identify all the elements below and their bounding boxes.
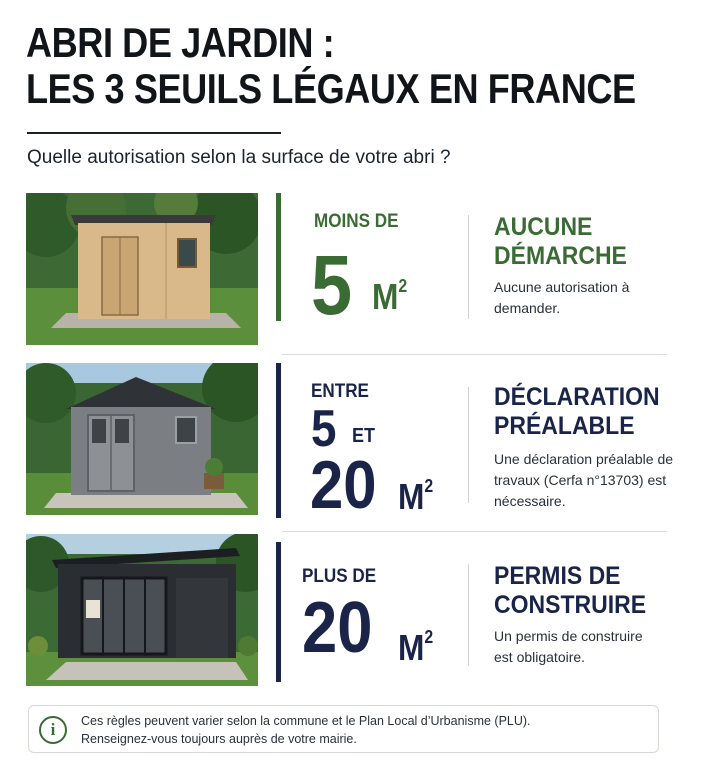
tier-number-to: 20 <box>310 447 377 523</box>
tier-row-medium <box>26 363 674 523</box>
tier-heading-line-1: AUCUNE <box>494 213 593 241</box>
tier-accent-bar <box>276 542 281 682</box>
tier-heading-line-2: CONSTRUIRE <box>494 591 647 619</box>
tier-unit <box>398 476 434 517</box>
tier-heading-line-2: PRÉALABLE <box>494 412 635 440</box>
page-title <box>26 20 636 112</box>
title-line-1: ABRI DE JARDIN : <box>26 19 335 66</box>
tier-number: 5 <box>311 238 353 332</box>
tier-heading <box>494 213 627 271</box>
tier-qualifier: PLUS DE <box>302 566 377 587</box>
tier-separator <box>468 387 469 503</box>
tier-heading <box>494 562 646 620</box>
tier-number-from: 5 <box>311 400 337 458</box>
tier-row-large <box>26 534 667 686</box>
tier-qualifier: ENTRE <box>311 381 369 402</box>
title-divider <box>27 132 281 134</box>
row-divider <box>282 531 667 532</box>
tier-unit <box>372 276 408 317</box>
info-icon: i <box>39 716 67 744</box>
info-note-line-2: Renseignez-vous toujours auprès de votre mairie. <box>81 732 357 746</box>
tier-heading-line-2: DÉMARCHE <box>494 242 627 270</box>
unit-exponent: 2 <box>398 276 408 296</box>
tier-connector: ET <box>352 425 376 447</box>
tier-row-small <box>26 193 667 345</box>
tier-description: Une déclaration préalable de travaux (Cerfa n°13703) est nécessaire. <box>494 451 674 509</box>
tier-description: Aucune autorisation à demander. <box>494 279 630 316</box>
dark-studio-photo <box>26 534 258 686</box>
tier-qualifier: MOINS DE <box>314 211 399 232</box>
unit-text: M <box>372 276 399 317</box>
unit-text: M <box>398 627 425 668</box>
tier-description: Un permis de construire est obligatoire. <box>494 628 643 665</box>
tier-heading <box>494 383 660 441</box>
tier-heading-line-1: PERMIS DE <box>494 562 621 590</box>
wooden-shed-photo <box>26 193 258 345</box>
title-line-2: LES 3 SEUILS LÉGAUX EN FRANCE <box>26 65 636 112</box>
row-divider <box>282 354 667 355</box>
info-note <box>28 705 659 753</box>
grey-shed-photo <box>26 363 258 515</box>
tier-heading-line-1: DÉCLARATION <box>494 383 660 411</box>
tier-separator <box>468 564 469 666</box>
info-note-line-1: Ces règles peuvent varier selon la commune et le Plan Local d’Urbanisme (PLU). <box>81 714 531 728</box>
tier-accent-bar <box>276 363 281 518</box>
tier-separator <box>468 215 469 319</box>
unit-text: M <box>398 476 425 517</box>
subtitle: Quelle autorisation selon la surface de votre abri ? <box>27 147 451 168</box>
unit-exponent: 2 <box>424 627 434 647</box>
tier-number: 20 <box>302 588 373 668</box>
tier-unit <box>398 627 434 668</box>
info-note-text <box>81 712 531 748</box>
tier-accent-bar <box>276 193 281 321</box>
unit-exponent: 2 <box>424 476 434 496</box>
